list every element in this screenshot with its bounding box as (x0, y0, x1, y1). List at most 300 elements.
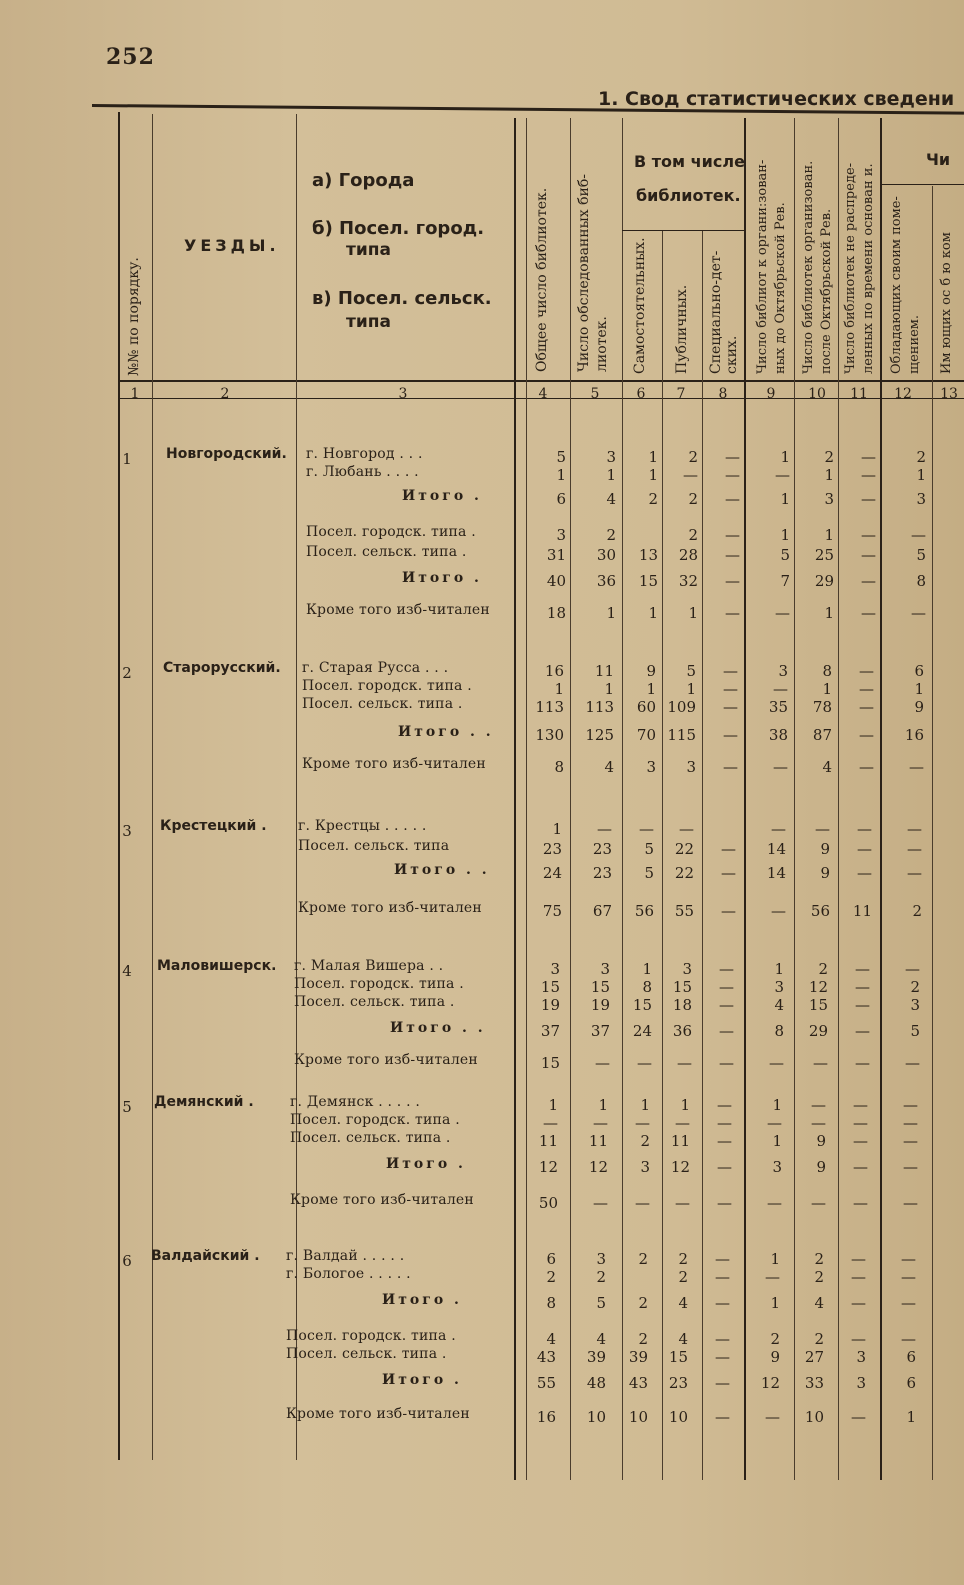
table-cell: — (715, 1374, 730, 1392)
row-label: Кроме того изб-читален (290, 1192, 474, 1208)
table-cell: 2 (910, 978, 920, 996)
table-cell: 1 (552, 820, 562, 838)
table-cell: — (595, 1054, 610, 1072)
table-cell: — (717, 1096, 732, 1114)
header-c5a: Число обследованных биб- (576, 174, 592, 372)
row-total-label: Итого . (402, 488, 482, 504)
table-cell: 3 (600, 960, 610, 978)
table-cell: 2 (678, 1268, 688, 1286)
header-c11b: ленных по времени основан и. (861, 163, 876, 374)
table-cell: 5 (686, 662, 696, 680)
table-cell: 1 (770, 1250, 780, 1268)
table-cell: — (773, 758, 788, 776)
table-cell: 1 (824, 466, 834, 484)
row-label: Посел. сельск. типа . (306, 544, 467, 560)
header-type-b2: типа (346, 240, 391, 260)
table-cell: 2 (688, 526, 698, 544)
table-cell: 2 (688, 490, 698, 508)
row-label: г. Демянск . . . . . (290, 1094, 421, 1110)
table-cell: — (715, 1330, 730, 1348)
table-cell: 30 (596, 546, 616, 564)
table-cell: 25 (814, 546, 834, 564)
table-cell: — (717, 1194, 732, 1212)
table-cell: 4 (546, 1330, 556, 1348)
table-cell: 1 (606, 604, 616, 622)
table-cell: 39 (628, 1348, 648, 1366)
row-label: Посел. городск. типа . (290, 1112, 460, 1128)
table-cell: 5 (596, 1294, 606, 1312)
table-cell: 11 (594, 662, 614, 680)
table-cell: 1 (646, 680, 656, 698)
table-cell: — (905, 960, 920, 978)
uezd-name: Новгородский. (166, 446, 287, 462)
table-cell: 8 (546, 1294, 556, 1312)
table-cell: 36 (596, 572, 616, 590)
header-c12b: щением. (907, 314, 922, 374)
table-cell: 55 (536, 1374, 556, 1392)
table-cell: 6 (546, 1250, 556, 1268)
table-cell: — (907, 820, 922, 838)
uezd-name: Демянский . (154, 1094, 254, 1110)
table-cell: — (723, 698, 738, 716)
table-cell: — (773, 680, 788, 698)
table-cell: 1 (906, 1408, 916, 1426)
colnum-8: 8 (718, 386, 728, 402)
row-label: г. Крестцы . . . . . (298, 818, 427, 834)
table-cell: 16 (544, 662, 564, 680)
header-c10a: Число библиотек организован. (801, 160, 816, 374)
table-cell: — (771, 902, 786, 920)
table-cell: 4 (822, 758, 832, 776)
table-cell: 1 (772, 1096, 782, 1114)
table-cell: 15 (808, 996, 828, 1014)
table-cell: 4 (678, 1294, 688, 1312)
uezd-number: 3 (122, 822, 132, 840)
table-cell: — (811, 1194, 826, 1212)
table-cell: — (635, 1194, 650, 1212)
table-cell: — (725, 572, 740, 590)
table-cell: — (907, 840, 922, 858)
table-cell: 60 (636, 698, 656, 716)
table-cell: 1 (822, 680, 832, 698)
table-cell: — (597, 820, 612, 838)
table-cell: 40 (546, 572, 566, 590)
table-cell: 31 (546, 546, 566, 564)
table-cell: 12 (588, 1158, 608, 1176)
table-cell: — (675, 1114, 690, 1132)
table-cell: 38 (768, 726, 788, 744)
table-cell: — (715, 1348, 730, 1366)
table-cell: 1 (780, 526, 790, 544)
table-cell: 2 (688, 448, 698, 466)
table-cell: — (903, 1096, 918, 1114)
colnum-12: 12 (894, 386, 912, 402)
table-cell: 15 (540, 978, 560, 996)
table-cell: 2 (648, 490, 658, 508)
table-cell: 22 (674, 840, 694, 858)
uezd-name: Валдайский . (151, 1248, 260, 1264)
table-cell: 1 (648, 448, 658, 466)
row-label: Посел. сельск. типа . (294, 994, 455, 1010)
table-cell: 56 (634, 902, 654, 920)
table-cell: 29 (814, 572, 834, 590)
table-cell: — (855, 1054, 870, 1072)
table-cell: 2 (824, 448, 834, 466)
table-cell: 3 (550, 960, 560, 978)
uezd-number: 2 (122, 664, 132, 682)
header-c10b: после Октябрьской Рев. (819, 208, 834, 374)
header-type-v2: типа (346, 312, 391, 332)
row-total-label: Итого . (382, 1372, 462, 1388)
table-cell: — (725, 466, 740, 484)
table-cell: 23 (668, 1374, 688, 1392)
row-label: Посел. сельск. типа . (286, 1346, 447, 1362)
table-cell: 11 (670, 1132, 690, 1150)
table-cell: 16 (904, 726, 924, 744)
group2-subrule (880, 184, 964, 185)
row-label: Посел. сельск. типа . (302, 696, 463, 712)
row-label: г. Малая Вишера . . (294, 958, 444, 974)
colnum-5: 5 (590, 386, 600, 402)
table-cell: 1 (772, 1132, 782, 1150)
table-cell: — (725, 448, 740, 466)
colnum-6: 6 (636, 386, 646, 402)
table-cell: 23 (592, 840, 612, 858)
header-c4: Общее число библиотек. (534, 187, 550, 372)
table-cell: 11 (852, 902, 872, 920)
table-cell: 5 (644, 864, 654, 882)
table-cell: — (853, 1114, 868, 1132)
header-c8b: ских. (724, 335, 740, 374)
table-cell: 24 (542, 864, 562, 882)
table-cell: — (719, 978, 734, 996)
table-cell: 3 (778, 662, 788, 680)
table-cell: — (721, 840, 736, 858)
row-total-label: Итого . . (394, 862, 490, 878)
table-cell: 3 (686, 758, 696, 776)
table-cell: 1 (556, 466, 566, 484)
table-cell: 9 (770, 1348, 780, 1366)
table-cell: 3 (596, 1250, 606, 1268)
table-cell: — (901, 1268, 916, 1286)
row-label: Кроме того изб-читален (294, 1052, 478, 1068)
table-cell: — (857, 840, 872, 858)
table-cell: — (715, 1294, 730, 1312)
table-cell: — (909, 758, 924, 776)
colnum-9: 9 (766, 386, 776, 402)
table-cell: 2 (814, 1330, 824, 1348)
table-cell: 11 (538, 1132, 558, 1150)
table-cell: — (593, 1194, 608, 1212)
row-label: г. Любань . . . . (306, 464, 419, 480)
table-cell: 87 (812, 726, 832, 744)
table-cell: — (679, 820, 694, 838)
table-cell: 19 (590, 996, 610, 1014)
table-cell: — (769, 1054, 784, 1072)
table-cell: 12 (808, 978, 828, 996)
table-cell: 35 (768, 698, 788, 716)
table-cell: — (855, 960, 870, 978)
colnum-13: 13 (940, 386, 958, 402)
table-cell: 113 (585, 698, 614, 716)
table-cell: 3 (916, 490, 926, 508)
table-cell: — (851, 1408, 866, 1426)
colnum-1: 1 (130, 386, 140, 402)
table-cell: — (855, 996, 870, 1014)
table-cell: 12 (538, 1158, 558, 1176)
header-c5b: лиотек. (594, 316, 610, 372)
header-type-a: а) Города (312, 170, 415, 191)
header-c9b: ных до Октябрьской Рев. (773, 202, 788, 374)
table-cell: 113 (535, 698, 564, 716)
row-label: Кроме того изб-читален (302, 756, 486, 772)
row-label: Посел. сельск. типа . (290, 1130, 451, 1146)
table-cell: — (901, 1250, 916, 1268)
table-cell: 2 (638, 1294, 648, 1312)
table-cell: 3 (682, 960, 692, 978)
table-cell: 28 (678, 546, 698, 564)
table-cell: 8 (822, 662, 832, 680)
row-label: Кроме того изб-читален (286, 1406, 470, 1422)
table-cell: 13 (638, 546, 658, 564)
table-cell: 1 (606, 466, 616, 484)
table-cell: 6 (906, 1374, 916, 1392)
table-cell: 12 (760, 1374, 780, 1392)
table-cell: 11 (588, 1132, 608, 1150)
table-cell: 1 (780, 490, 790, 508)
header-c13: Им ющих ос б ю ком (939, 232, 954, 374)
table-cell: 3 (772, 1158, 782, 1176)
row-total-label: Итого . (382, 1292, 462, 1308)
table-cell: 43 (628, 1374, 648, 1392)
table-cell: 10 (586, 1408, 606, 1426)
table-cell: 2 (814, 1250, 824, 1268)
table-cell: 9 (646, 662, 656, 680)
table-cell: — (723, 680, 738, 698)
row-label: Кроме того изб-читален (306, 602, 490, 618)
table-cell: — (911, 604, 926, 622)
uezd-number: 1 (122, 450, 132, 468)
table-cell: 3 (824, 490, 834, 508)
table-cell: — (715, 1268, 730, 1286)
colnum-4: 4 (538, 386, 548, 402)
table-title: 1. Свод статистических сведени (598, 88, 955, 110)
table-cell: 18 (672, 996, 692, 1014)
table-cell: — (767, 1114, 782, 1132)
page-number: 252 (106, 44, 155, 70)
row-label: г. Валдай . . . . . (286, 1248, 405, 1264)
table-cell: 19 (540, 996, 560, 1014)
table-cell: 10 (668, 1408, 688, 1426)
table-cell: 3 (606, 448, 616, 466)
header-c9a: Число библиот к органи:зован- (755, 159, 770, 374)
table-cell: 39 (586, 1348, 606, 1366)
table-cell: — (715, 1408, 730, 1426)
uezd-name: Маловишерск. (157, 958, 277, 974)
table-cell: 56 (810, 902, 830, 920)
table-cell: 1 (640, 1096, 650, 1114)
table-cell: 15 (540, 1054, 560, 1072)
header-c7: Публичных. (674, 284, 690, 374)
table-cell: — (859, 680, 874, 698)
table-cell: — (853, 1096, 868, 1114)
table-cell: 2 (818, 960, 828, 978)
table-cell: 1 (598, 1096, 608, 1114)
table-cell: — (719, 1022, 734, 1040)
table-cell: 4 (606, 490, 616, 508)
table-cell: — (903, 1114, 918, 1132)
table-cell: — (593, 1114, 608, 1132)
table-cell: — (765, 1408, 780, 1426)
table-cell: — (717, 1132, 732, 1150)
table-cell: 8 (642, 978, 652, 996)
table-cell: 2 (912, 902, 922, 920)
row-total-label: Итого . . (390, 1020, 486, 1036)
table-cell: 1 (548, 1096, 558, 1114)
row-label: г. Новгород . . . (306, 446, 423, 462)
header-c11a: Число библиотек не распреде- (843, 162, 858, 374)
table-cell: — (811, 1096, 826, 1114)
table-cell: — (901, 1294, 916, 1312)
header-c6: Самостоятельных. (632, 237, 648, 374)
table-cell: 15 (632, 996, 652, 1014)
table-cell: — (861, 448, 876, 466)
header-c8a: Специально-дет- (708, 250, 724, 374)
table-cell: 9 (820, 840, 830, 858)
table-cell: 2 (546, 1268, 556, 1286)
table-cell: — (851, 1330, 866, 1348)
table-cell: 1 (770, 1294, 780, 1312)
table-cell: 5 (916, 546, 926, 564)
table-cell: — (903, 1158, 918, 1176)
table-cell: 8 (774, 1022, 784, 1040)
table-cell: 15 (668, 1348, 688, 1366)
table-cell: 6 (914, 662, 924, 680)
table-cell: 23 (542, 840, 562, 858)
table-cell: 9 (914, 698, 924, 716)
table-cell: 36 (672, 1022, 692, 1040)
table-cell: — (723, 758, 738, 776)
row-label: г. Бологое . . . . . (286, 1266, 411, 1282)
table-cell: 16 (536, 1408, 556, 1426)
table-cell: 1 (774, 960, 784, 978)
table-cell: — (683, 466, 698, 484)
table-cell: 1 (780, 448, 790, 466)
table-cell: 1 (686, 680, 696, 698)
table-cell: 37 (590, 1022, 610, 1040)
uezd-name: Старорусский. (163, 660, 281, 676)
table-cell: 15 (638, 572, 658, 590)
uezd-number: 4 (122, 962, 132, 980)
table-cell: — (911, 526, 926, 544)
row-total-label: Итого . (402, 570, 482, 586)
table-cell: — (905, 1054, 920, 1072)
table-cell: 1 (914, 680, 924, 698)
col-line-13 (932, 186, 933, 1480)
table-cell: 1 (648, 466, 658, 484)
table-cell: 130 (535, 726, 564, 744)
header-group-label1: В том числе (634, 152, 745, 171)
table-cell: 3 (856, 1348, 866, 1366)
colnum-10: 10 (808, 386, 826, 402)
row-label: Посел. городск. типа . (306, 524, 476, 540)
table-cell: — (775, 604, 790, 622)
table-cell: — (725, 490, 740, 508)
table-cell: — (853, 1158, 868, 1176)
table-cell: — (851, 1250, 866, 1268)
table-cell: 33 (804, 1374, 824, 1392)
table-cell: — (715, 1250, 730, 1268)
table-cell: 5 (780, 546, 790, 564)
table-cell: — (723, 726, 738, 744)
table-cell: — (859, 758, 874, 776)
uezd-name: Крестецкий . (160, 818, 267, 834)
uezd-number: 6 (122, 1252, 132, 1270)
table-cell: 2 (916, 448, 926, 466)
table-cell: 14 (766, 864, 786, 882)
table-cell: — (725, 604, 740, 622)
table-cell: 3 (856, 1374, 866, 1392)
table-cell: — (719, 1054, 734, 1072)
table-cell: 3 (556, 526, 566, 544)
table-cell: 15 (672, 978, 692, 996)
table-cell: — (771, 820, 786, 838)
table-cell: 1 (688, 604, 698, 622)
table-cell: — (901, 1330, 916, 1348)
table-cell: — (721, 902, 736, 920)
table-cell: 9 (816, 1132, 826, 1150)
table-cell: 5 (644, 840, 654, 858)
table-cell: 2 (638, 1330, 648, 1348)
table-cell: 4 (774, 996, 784, 1014)
table-cell: — (903, 1132, 918, 1150)
table-cell: 6 (556, 490, 566, 508)
table-cell: 2 (640, 1132, 650, 1150)
table-cell: — (717, 1114, 732, 1132)
table-cell: — (767, 1194, 782, 1212)
table-cell: 32 (678, 572, 698, 590)
colnum-7: 7 (676, 386, 686, 402)
table-cell: 1 (824, 604, 834, 622)
table-cell: 5 (556, 448, 566, 466)
table-cell: 23 (592, 864, 612, 882)
colnum-3: 3 (398, 386, 408, 402)
table-cell: 2 (596, 1268, 606, 1286)
table-cell: — (719, 996, 734, 1014)
table-cell: 2 (814, 1268, 824, 1286)
colnum-11: 11 (850, 386, 868, 402)
header-uezd: УЕЗДЫ. (184, 236, 280, 255)
table-cell: 3 (910, 996, 920, 1014)
table-cell: 2 (638, 1250, 648, 1268)
table-cell: — (851, 1294, 866, 1312)
table-cell: 4 (604, 758, 614, 776)
table-cell: — (637, 1054, 652, 1072)
table-cell: — (723, 662, 738, 680)
table-cell: — (861, 572, 876, 590)
row-label: Посел. городск. типа . (294, 976, 464, 992)
table-cell: 8 (554, 758, 564, 776)
table-cell: 3 (640, 1158, 650, 1176)
table-cell: 125 (585, 726, 614, 744)
table-cell: — (907, 864, 922, 882)
row-label: Посел. городск. типа . (286, 1328, 456, 1344)
table-cell: 67 (592, 902, 612, 920)
table-cell: — (861, 604, 876, 622)
row-total-label: Итого . . (398, 724, 494, 740)
table-cell: — (717, 1158, 732, 1176)
table-cell: 1 (604, 680, 614, 698)
